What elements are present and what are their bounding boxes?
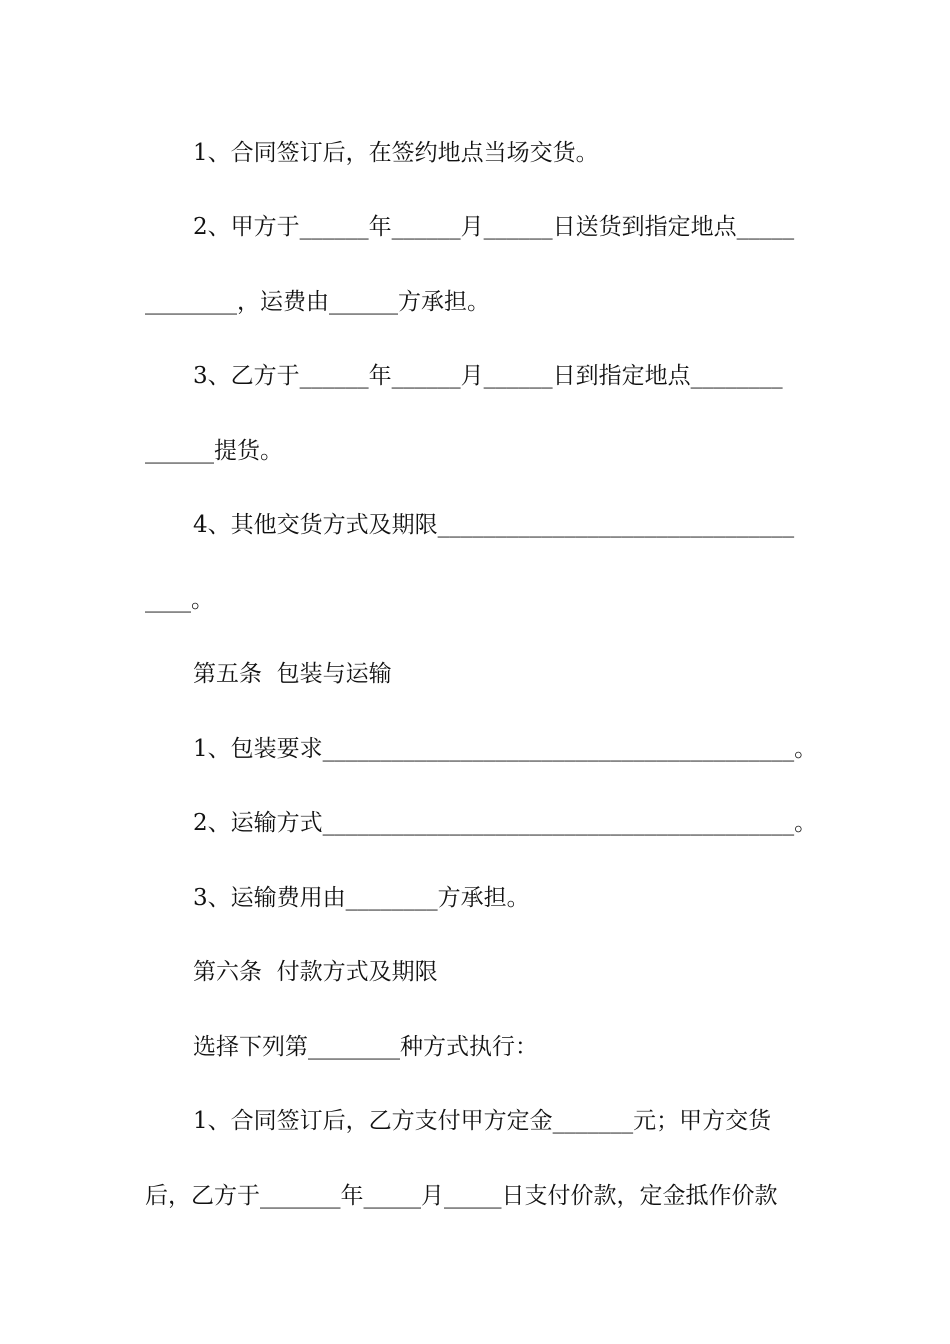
- delivery-clause-4: 4、其他交货方式及期限_______________________________: [193, 512, 795, 538]
- transport-method: 2、运输方式_________________________________________。: [193, 810, 818, 836]
- delivery-clause-1: 1、合同签订后，在签约地点当场交货。: [193, 140, 599, 166]
- article-6-heading: 第六条 付款方式及期限: [193, 959, 438, 985]
- delivery-clause-3: 3、乙方于______年______月______日到指定地点________: [193, 363, 783, 389]
- payment-option-1: 1、合同签订后，乙方支付甲方定金_______元；甲方交货: [193, 1108, 772, 1134]
- delivery-clause-4-continued: ____。: [145, 587, 214, 613]
- payment-option-1-continued: 后，乙方于_______年_____月_____日支付价款，定金抵作价款: [145, 1183, 778, 1209]
- delivery-clause-3-continued: ______提货。: [145, 438, 283, 464]
- payment-option-select: 选择下列第________种方式执行：: [193, 1034, 538, 1060]
- delivery-clause-2: 2、甲方于______年______月______日送货到指定地点_____: [193, 214, 795, 240]
- transport-cost: 3、运输费用由________方承担。: [193, 885, 530, 911]
- delivery-clause-2-continued: ________，运费由______方承担。: [145, 289, 490, 315]
- article-5-heading: 第五条 包装与运输: [193, 661, 392, 687]
- packaging-requirement: 1、包装要求_________________________________________。: [193, 736, 818, 762]
